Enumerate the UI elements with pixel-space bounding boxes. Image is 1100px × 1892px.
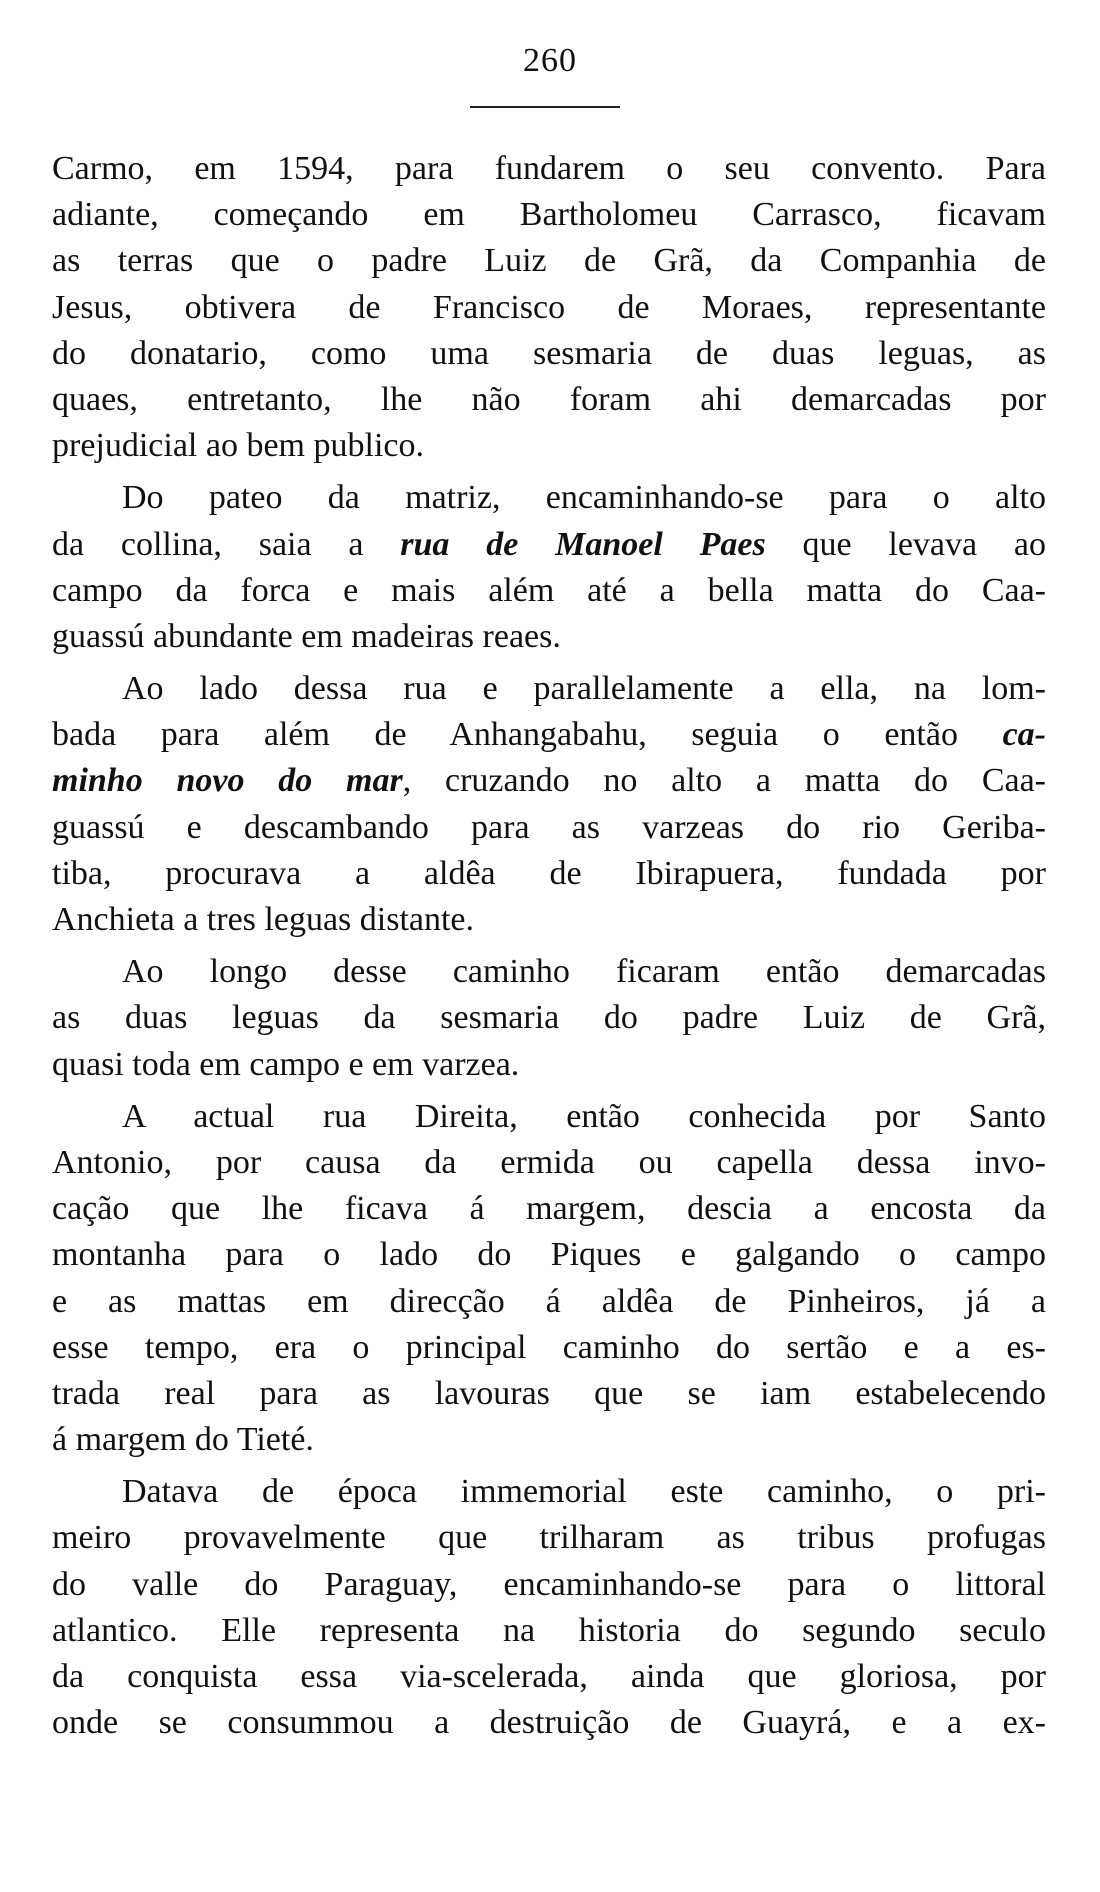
text-line: Antonio, por causa da ermida ou capella dessa invo- [52, 1143, 1046, 1181]
text-line: á margem do Tieté. [52, 1421, 314, 1459]
text-segment: da collina, saia a [52, 525, 401, 563]
paragraph [52, 666, 1046, 943]
italic-text: ca- [1002, 716, 1046, 754]
paragraph [52, 1469, 1046, 1746]
text-line: cação que lhe ficava á margem, descia a encosta da [52, 1190, 1046, 1228]
text-line: onde se consummou a destruição de Guayrá, e a ex- [52, 1704, 1046, 1742]
text-line: do donatario, como uma sesmaria de duas leguas, as [52, 334, 1046, 372]
text-line [52, 522, 1046, 568]
text-line [52, 805, 1046, 851]
paragraph [52, 949, 1046, 1088]
text-line: quasi toda em campo e em varzea. [52, 1045, 520, 1083]
text-line [52, 666, 1046, 712]
italic-text: rua de Manoel Paes [400, 525, 766, 563]
text-line: trada real para as lavouras que se iam estabelecendo [52, 1374, 1046, 1412]
text-segment: Ao lado dessa rua e parallelamente a ella, na lom- [122, 670, 1046, 708]
page-number-rule [470, 106, 620, 108]
text-line: as terras que o padre Luiz de Grã, da Companhia de [52, 242, 1046, 280]
italic-text: minho novo do mar [52, 762, 403, 800]
text-segment: tiba, procurava a aldêa de Ibirapuera, fundada por [52, 854, 1046, 892]
text-line: esse tempo, era o principal caminho do sertão e a es- [52, 1328, 1046, 1366]
text-line: montanha para o lado do Piques e galgando o campo [52, 1236, 1046, 1274]
text-line: A actual rua Direita, então conhecida por Santo [122, 1097, 1046, 1135]
text-line: adiante, começando em Bartholomeu Carrasco, ficavam [52, 196, 1046, 234]
text-line: Carmo, em 1594, para fundarem o seu convento. Para [52, 150, 1046, 187]
text-line: quaes, entretanto, lhe não foram ahi demarcadas por [52, 380, 1046, 418]
text-line: atlantico. Elle representa na historia do segundo seculo [52, 1611, 1046, 1649]
text-segment: guassú abundante em madeiras reaes. [52, 617, 561, 655]
text-segment: que levava ao [765, 525, 1046, 563]
text-segment: guassú e descambando para as varzeas do rio Geriba- [52, 808, 1046, 846]
text-segment: Do pateo da matriz, encaminhando-se para o alto [122, 479, 1046, 517]
text-line: da conquista essa via-scelerada, ainda que gloriosa, por [52, 1658, 1046, 1695]
text-line [52, 851, 1046, 897]
text-segment: Anchieta a tres leguas distante. [52, 901, 475, 938]
text-line [52, 475, 1046, 521]
paragraph [52, 146, 1046, 469]
paragraph [52, 1094, 1046, 1464]
text-line: meiro provavelmente que trilharam as tribus profugas [52, 1519, 1046, 1557]
text-line [52, 568, 1046, 614]
text-line: Datava de época immemorial este caminho, o pri- [122, 1473, 1046, 1511]
text-segment: bada para além de Anhangabahu, seguia o então [52, 716, 1003, 754]
text-line: prejudicial ao bem publico. [52, 427, 424, 465]
text-line: Ao longo desse caminho ficaram então demarcadas [122, 953, 1046, 991]
text-line: as duas leguas da sesmaria do padre Luiz de Grã, [52, 999, 1046, 1037]
text-segment: , cruzando no alto a matta do Caa- [402, 762, 1046, 800]
text-line [52, 897, 1046, 943]
page-body-text [52, 146, 1046, 1746]
text-line: do valle do Paraguay, encaminhando-se para o littoral [52, 1565, 1046, 1603]
page-number: 260 [523, 42, 577, 79]
text-line: Jesus, obtivera de Francisco de Moraes, representante [52, 288, 1046, 326]
text-line [52, 758, 1046, 804]
paragraph [52, 475, 1046, 660]
text-segment: campo da forca e mais além até a bella matta do Caa- [52, 571, 1046, 609]
text-line [52, 712, 1046, 758]
text-line: e as mattas em direcção á aldêa de Pinheiros, já a [52, 1282, 1046, 1320]
text-line [52, 614, 1046, 660]
